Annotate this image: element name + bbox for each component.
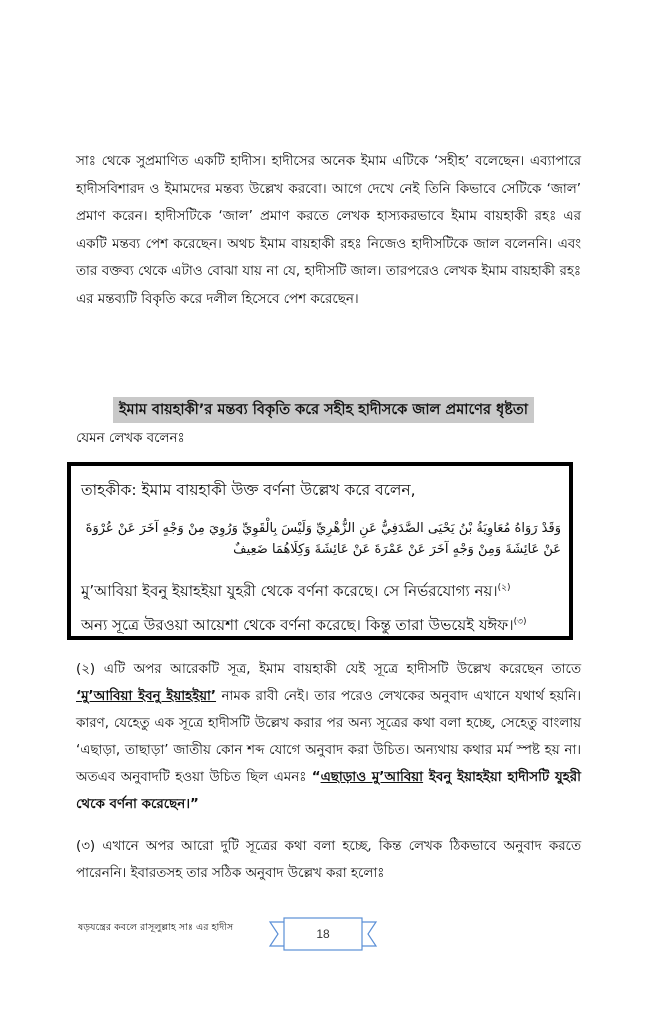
translation-line-1 [81,576,511,603]
footnote-marker-3: (৩) [513,617,527,627]
quote-box-title: তাহকীক: ইমাম বায়হাকী উক্ত বর্ণনা উল্লেখ করে বলেন, [81,481,416,499]
intro-text: যেমন লেখক বলেনঃ [76,431,185,446]
footer-book-title: ষড়যন্ত্রের কবলে রাসূলুল্লাহ সাঃ এর হাদীস [78,922,234,933]
translation-line-2 [81,610,526,637]
translation-line-2-text: অন্য সূত্রে উরওয়া আয়েশা থেকে বর্ণনা করেছে। কিন্তু তারা উভয়েই যঈফ। [81,616,514,634]
paragraph-2-part-1: (২) এটি অপর আরেকটি সূত্র, ইমাম বায়হাকী যেই সূত্রে হাদীসটি উল্লেখ করেছেন তাতে [76,662,581,677]
paragraph-1: সাঃ থেকে সুপ্রমাণিত একটি হাদীস। হাদীসের অনেক ইমাম এটিকে ‘সহীহ’ বলেছেন। এব্যাপারে হাদীসবিশারদ ও ইমামদের মন্তব্য উল্লেখ করবো। আগে দেখে নেই তিনি কিভাবে সেটিকে ‘জাল’ প্রমাণ করেন। হাদীসটিকে ‘জাল’ প্রমাণ করতে লেখক হাস্যকরভাবে ইমাম বায়হাকী রহঃ এর একটি মন্তব্য পেশ করেছেন। অথচ ইমাম বায়হাকী রহঃ নিজেও হাদীসটিকে জাল বলেননি। এবং তার বক্তব্য থেকে এটাও বোঝা যায় না যে, হাদীসটি জাল। তারপরেও লেখক ইমাম বায়হাকী রহঃ এর মন্তব্যটি বিকৃতি করে দলীল হিসেবে পেশ করেছেন। [76,154,581,307]
translation-line-1-text: মু’আবিয়া ইবনু ইয়াহইয়া যুহরী থেকে বর্ণনা করেছে। সে নির্ভরযোগ্য নয়। [81,582,498,600]
paragraph-3: (৩) এখানে অপর আরো দুটি সূত্রের কথা বলা হচ্ছে, কিন্ত লেখক ঠিকভাবে অনুবাদ করতে পারেননি। ইবারতসহ তার সঠিক অনুবাদ উল্লেখ করা হলোঃ [76,839,581,881]
narrator-name: ‘মু’আবিয়া ইবনু ইয়াহইয়া’ [76,689,217,704]
section-heading: ইমাম বায়হাকী’র মন্তব্য বিকৃতি করে সহীহ হাদীসকে জাল প্রমাণের ধৃষ্টতা [113,397,534,423]
arabic-text: وَقَدْ رَوَاهُ مُعَاوِيَةُ بْنُ يَحْيَى الصَّدَفِيُّ عَنِ الزُّهْرِيِّ وَلَيْسَ بِالْقَوِيِّ وَرُوِيَ مِنْ وَجْهٍ آخَرَ عَنْ عُرْوَةَ عَنْ عَائِشَةَ وَمِنْ وَجْهٍ آخَرَ عَنْ عَمْرَةَ عَنْ عَائِشَةَ وَكِلَاهُمَا ضَعِيفٌ [85,521,561,557]
quote-open: “ [311,770,321,785]
footnote-marker-2: (২) [497,583,511,593]
page-number: 18 [316,927,330,941]
quote-rest: ইবনু ইয়াহইয়া হাদীসটি যুহরী থেকে বর্ণনা করেছেন।” [76,770,581,812]
quote-underlined: এছাড়াও মু’আবিয়া [320,770,424,785]
quote-box [67,462,573,640]
heading-wrapper [0,397,647,423]
paragraph-2-part-2: নামক রাবী নেই। তার পরেও লেখকের অনুবাদ এখানে যথার্থ হয়নি। কারণ, যেহেতু এক সূত্রে হাদীসটি উল্লেখ করার পর অন্য সূত্রের কথা বলা হচ্ছে, সেহেতু বাংলায় ‘এছাড়া, তাছাড়া’ জাতীয় কোন শব্দ যোগে অনুবাদ করা উচিত। অন্যথায় কথার মর্ম স্পষ্ট হয় না। অতএব অনুবাদটি হওয়া উচিত ছিল এমনঃ [76,689,581,785]
paragraph-2 [76,656,581,818]
